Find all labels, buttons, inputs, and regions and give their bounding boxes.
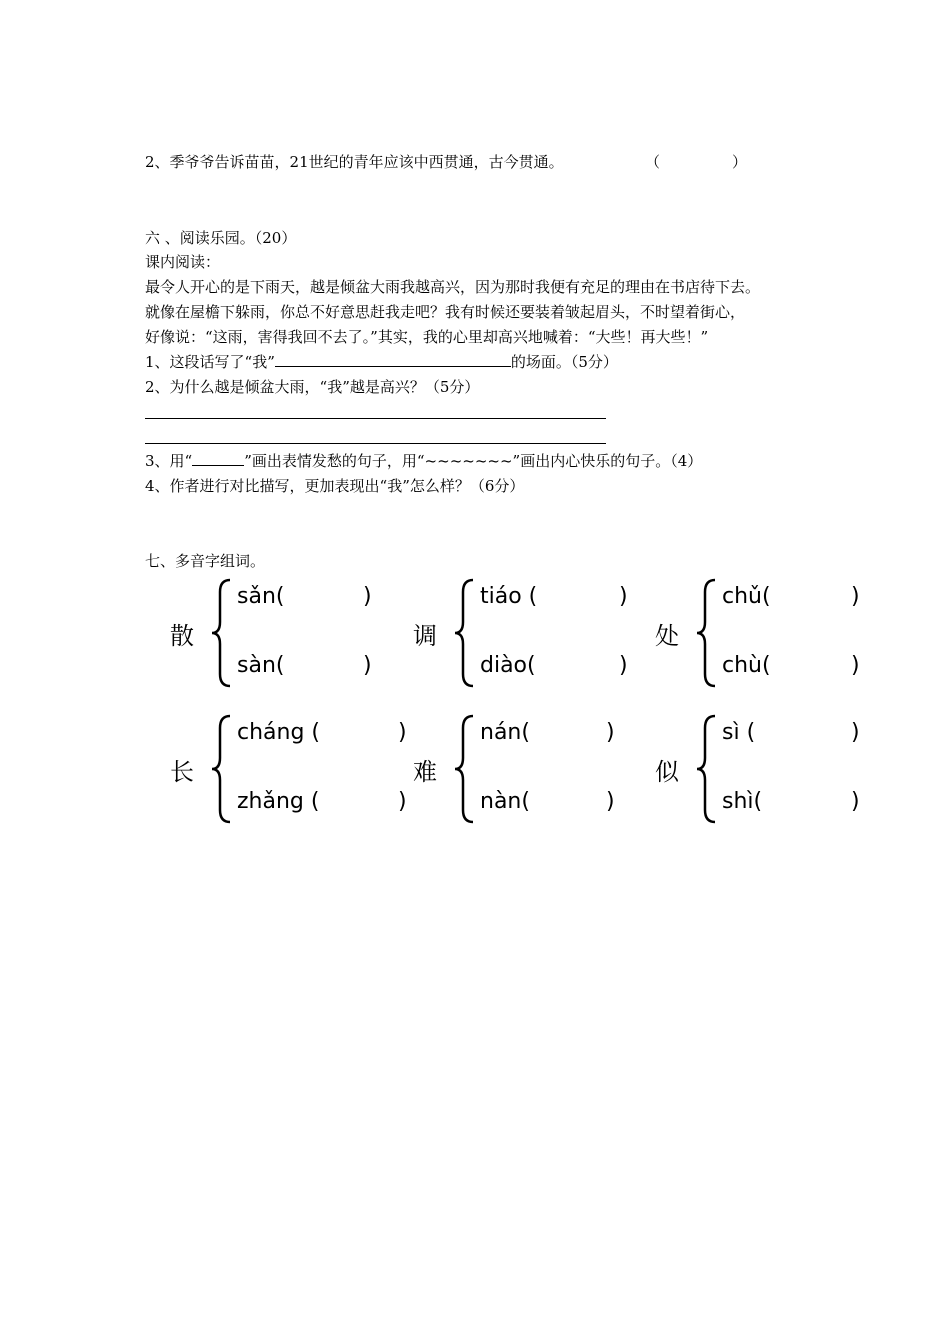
paren-close: ) — [851, 789, 860, 814]
question-item-2 — [145, 152, 564, 172]
question-4: 4、作者进行对比描写，更加表现出“我”怎么样？（6分） — [145, 477, 525, 495]
polyphone-char: 长 — [170, 758, 194, 786]
polyphone-char: 似 — [655, 758, 679, 786]
paren-close: ) — [606, 789, 615, 814]
passage-line: 最令人开心的是下雨天，越是倾盆大雨我越高兴，因为那时我便有充足的理由在书店待下去。 — [145, 278, 761, 296]
question-1-suffix: 的场面。（5分） — [510, 353, 618, 371]
polyphone-group — [413, 714, 653, 834]
pinyin-top: nán( — [480, 720, 530, 745]
section-6-subtitle: 课内阅读： — [145, 253, 221, 271]
polyphone-group — [170, 714, 410, 834]
paren-close: ) — [851, 584, 860, 609]
answer-line[interactable] — [145, 443, 606, 444]
brace-icon — [695, 578, 719, 688]
pinyin-top: sǎn( — [237, 584, 285, 609]
answer-paren-open: （ — [645, 153, 661, 171]
answer-paren-close: ） — [732, 153, 748, 171]
paren-close: ) — [619, 653, 628, 678]
question-1-prefix: 1、这段话写了“我” — [145, 353, 275, 371]
pinyin-bottom: nàn( — [480, 789, 530, 814]
passage-line: 好像说：“这雨，害得我回不去了。”其实，我的心里却高兴地喊着：“大些！再大些！” — [145, 328, 709, 346]
passage-line: 就像在屋檐下躲雨，你总不好意思赶我走吧？我有时候还要装着皱起眉头，不时望着街心， — [145, 303, 746, 321]
brace-icon — [453, 578, 477, 688]
underline-sample — [192, 451, 244, 466]
polyphone-char: 难 — [413, 758, 437, 786]
section-6-title: 六 、阅读乐园。（20） — [145, 229, 297, 247]
polyphone-char: 调 — [413, 622, 437, 650]
paren-close: ) — [363, 584, 372, 609]
question-text: 2、季爷爷告诉苗苗，21世纪的青年应该中西贯通，古今贯通。 — [145, 153, 564, 171]
question-3-prefix: 3、用“ — [145, 452, 193, 470]
question-1 — [145, 352, 618, 372]
question-3 — [145, 451, 702, 471]
polyphone-group — [413, 578, 653, 698]
paren-close: ) — [398, 720, 407, 745]
question-2: 2、为什么越是倾盆大雨，“我”越是高兴？（5分） — [145, 378, 480, 396]
brace-icon — [210, 714, 234, 824]
polyphone-group — [655, 578, 895, 698]
paren-close: ) — [851, 653, 860, 678]
paren-close: ) — [619, 584, 628, 609]
paren-close: ) — [363, 653, 372, 678]
pinyin-top: cháng ( — [237, 720, 321, 745]
answer-line[interactable] — [145, 418, 606, 419]
polyphone-char: 散 — [170, 622, 194, 650]
question-3-rest: ”画出表情发愁的句子，用“~~~~~~~”画出内心快乐的句子。（4） — [244, 452, 703, 470]
brace-icon — [453, 714, 477, 824]
pinyin-bottom: shì( — [722, 789, 763, 814]
polyphone-char: 处 — [655, 622, 679, 650]
section-7-title: 七、多音字组词。 — [145, 552, 266, 570]
brace-icon — [210, 578, 234, 688]
pinyin-top: sì ( — [722, 720, 756, 745]
paren-close: ) — [606, 720, 615, 745]
paren-close: ) — [398, 789, 407, 814]
paren-close: ) — [851, 720, 860, 745]
pinyin-bottom: zhǎng ( — [237, 789, 320, 814]
pinyin-top: chǔ( — [722, 584, 771, 609]
pinyin-bottom: sàn( — [237, 653, 285, 678]
pinyin-top: tiáo ( — [480, 584, 538, 609]
polyphone-group — [170, 578, 410, 698]
pinyin-bottom: chù( — [722, 653, 771, 678]
brace-icon — [695, 714, 719, 824]
answer-blank[interactable] — [275, 352, 511, 367]
polyphone-group — [655, 714, 895, 834]
pinyin-bottom: diào( — [480, 653, 536, 678]
